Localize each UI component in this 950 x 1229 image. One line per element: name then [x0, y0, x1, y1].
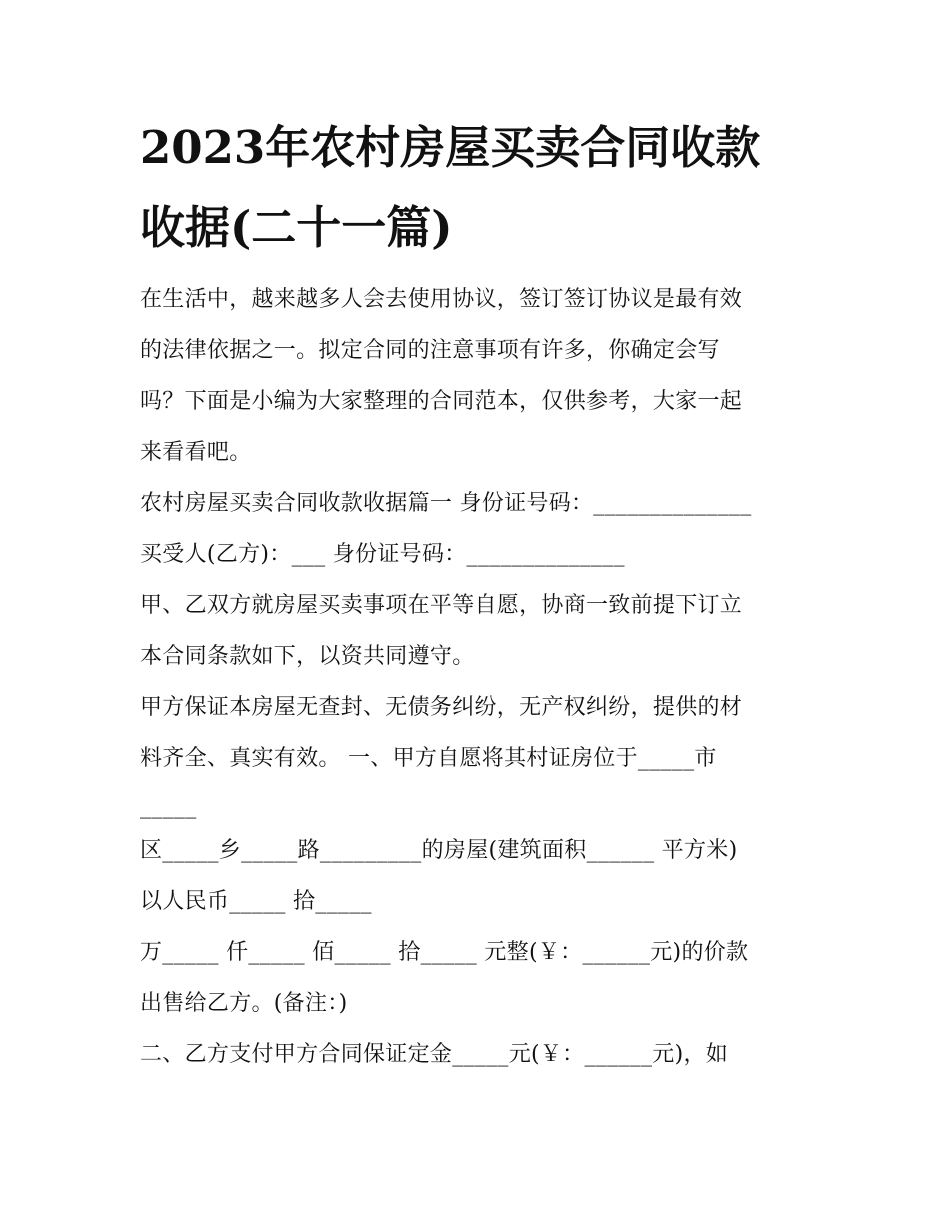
- body-line: 在生活中，越来越多人会去使用协议，签订签订协议是最有效: [140, 287, 743, 312]
- document-title-line-2: 收据(二十一篇): [140, 201, 453, 254]
- body-line: 区_____乡_____路_________的房屋(建筑面积______ 平方米): [140, 838, 738, 863]
- body-line: 二、乙方支付甲方合同保证定金_____元(￥：______元)，如: [140, 1042, 729, 1067]
- body-line: 买受人(乙方)：___ 身份证号码：______________: [140, 542, 625, 567]
- body-line: 出售给乙方。(备注：): [140, 991, 348, 1016]
- body-line: 甲、乙双方就房屋买卖事项在平等自愿，协商一致前提下订立: [140, 593, 743, 618]
- body-line: 本合同条款如下，以资共同遵守。: [140, 644, 475, 669]
- body-line: 农村房屋买卖合同收款收据篇一 身份证号码：______________: [140, 491, 752, 516]
- body-line: 的法律依据之一。拟定合同的注意事项有许多，你确定会写: [140, 338, 720, 363]
- body-line: _____: [140, 794, 197, 819]
- body-line: 万_____ 仟_____ 佰_____ 拾_____ 元整(￥：______元)的价款: [140, 940, 749, 965]
- document-title-line-1: 2023年农村房屋买卖合同收款: [140, 121, 761, 174]
- body-line: 来看看吧。: [140, 440, 252, 465]
- body-line: 以人民币_____ 拾_____: [140, 889, 372, 914]
- body-line: 甲方保证本房屋无查封、无债务纠纷，无产权纠纷，提供的材: [140, 695, 743, 720]
- body-line: 吗？下面是小编为大家整理的合同范本，仅供参考，大家一起: [140, 389, 743, 414]
- body-line: 料齐全、真实有效。 一、甲方自愿将其村证房位于_____市: [140, 746, 717, 771]
